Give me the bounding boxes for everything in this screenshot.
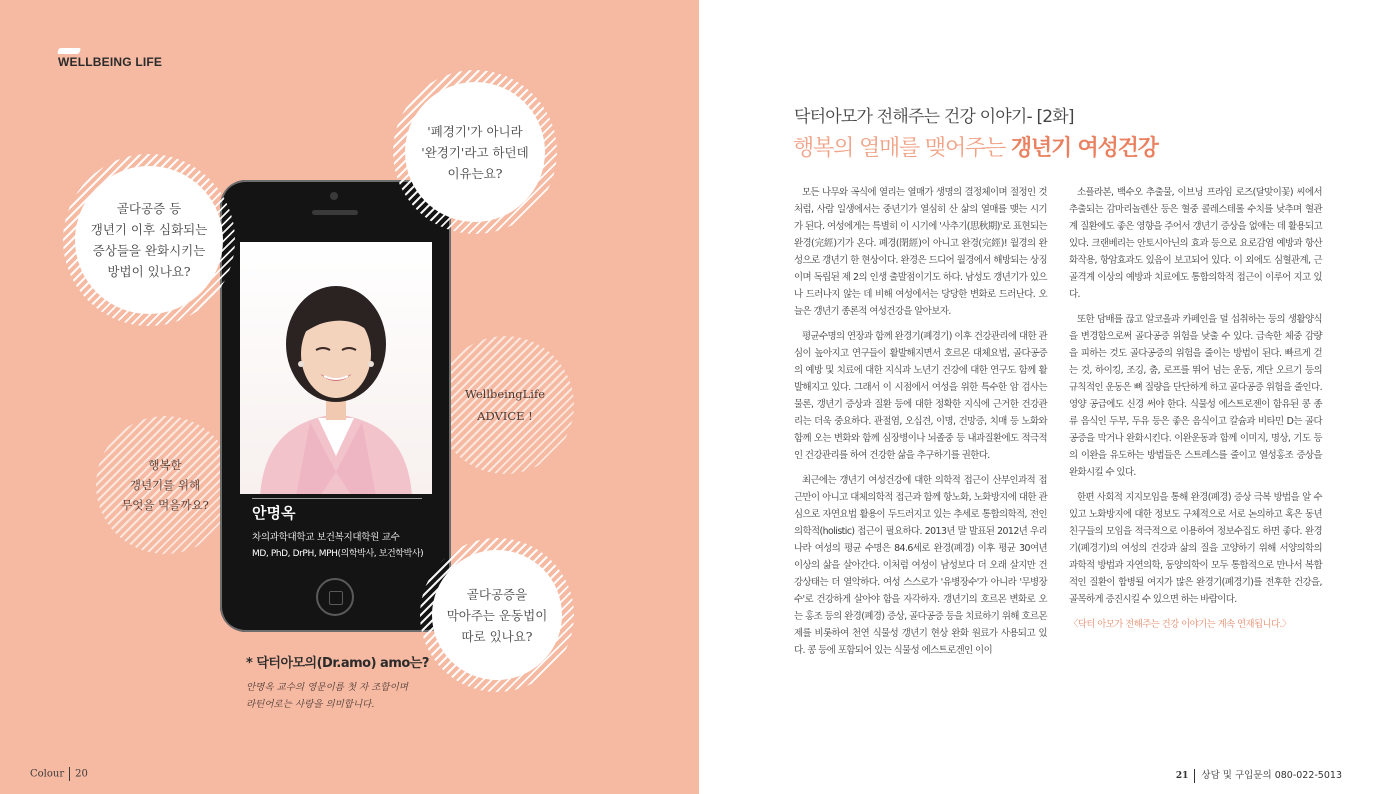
paragraph: 최근에는 갱년기 여성건강에 대한 의학적 접근이 산부인과적 접근만이 아니고 대체의학적 접근과 함께 항노화, 노화방지에 대한 관심으로 자연요법 활용이 두드러지고 있는 추세로 통합의학적, 전인의학적(holistic) 접근이 필요하다. 2013년 말 발표된 2012년 우리나라 여성의 평균 수명은 84.6세로 완경(폐경) 이후 평균 30여년 이상의 삶을 살아간다. 이처럼 여성이 남성보다 더 오래 살지만 건강상태는 더 열악하다. 여성 스스로가 '유병장수'가 아니라 '무병장수'로 건강하게 살아야 함을 자각하자. 갱년기의 호르몬 변화로 오는 홍조 등의 완경(폐경) 증상, 골다공증 등을 치료하기 위해 호르몬제를 비롯하여 천연 식물성 갱년기 현상 완화 원료가 사용되고 있다. 콩 등에 포함되어 있는 식물성 에스트로겐인 이이 [794, 475, 1047, 656]
bubble-line: 행복한 [148, 458, 182, 472]
bubble-line: 골다공증을 [466, 586, 528, 602]
page-number: 21 [1175, 771, 1189, 781]
series-continuation-note: 〈닥터 아모가 전해주는 건강 이야기는 계속 연재됩니다.〉 [1069, 619, 1291, 630]
bubble-line: 골다공증 등 [116, 201, 182, 216]
magazine-name: Colour [30, 768, 65, 780]
footer-divider [69, 767, 70, 781]
home-button-icon [316, 578, 354, 616]
footer-divider [1194, 769, 1195, 783]
bubble-line: ADVICE ! [477, 409, 533, 423]
paragraph: 모든 나무와 곡식에 열리는 열매가 생명의 결정체이며 절정인 것처럼, 사람 일생에서는 중년기가 열심히 산 삶의 열매를 맺는 시기가 된다. 여성에게는 특별히 이 시기에 '사추기(思秋期)'로 표현되는 완경(完經)기가 온다. 폐경(閉經)이 아니고 완경(完經)! 월경의 완성으로 갱년기 한 현상이다. 완경은 드디어 월경에서 해방되는 상징이며 독립된 제 2의 인생 출발점이기도 하다. 남성도 갱년기가 있으나 드러나지 않는 데 비해 여성에서는 당당한 변화로 드러난다. 오늘은 갱년기 종론적 여성건강을 알아보자. [794, 187, 1047, 317]
bubble-line: 갱년기를 위해 [129, 478, 201, 492]
bubble-line: 갱년기 이후 심화되는 [90, 222, 208, 237]
amo-note [246, 652, 456, 713]
article-headline [793, 131, 1158, 162]
bubble-line: '폐경기'가 아니라 [427, 123, 523, 139]
advice-bubble [448, 348, 562, 462]
amo-note-text [246, 679, 456, 713]
note-line: 안명옥 교수의 영문이름 첫 자 조합이며 [246, 682, 408, 693]
paragraph: 평균수명의 연장과 함께 완경기(폐경기) 이후 건강관리에 대한 관심이 높아지고 연구들이 활발해지면서 호르몬 대체요법, 골다공증의 예방 및 치료에 대한 지식과 노년기 건강에 대한 연구도 함께 활발해지고 있다. 그래서 이 시점에서 여성을 위한 특수한 암 검사는 물론, 갱년기 증상과 질환 등에 대한 정확한 지식에 근거한 건강관리는 더욱 중요하다. 관절염, 오십견, 이명, 건망증, 치매 등 노화와 함께 오는 변화와 함께 심장병이나 뇌졸중 등 내과질환에도 적극적인 건강관리를 하여 건강한 삶을 추구하기를 권한다. [794, 331, 1047, 461]
right-footer [1176, 767, 1342, 783]
bubble-line: WellbeingLife [464, 387, 546, 401]
article-column-2 [1069, 184, 1322, 641]
bubble-line: 무엇을 먹을까요? [121, 498, 209, 512]
right-page [699, 0, 1398, 794]
series-title: 닥터아모가 전해주는 건강 이야기- [2화] [794, 107, 1074, 127]
paragraph: 소플라본, 백수오 추출물, 이브닝 프라임 로즈(달맞이꽃) 씨에서 추출되는 감마리놀렌산 등은 혈중 콜레스테롤 수치를 낮추며 혈관계 질환에도 좋은 영향을 주어서 갱년기 증상을 없애는 데 활용되고 있다. 크랜베리는 안토시아닌의 효과 등으로 요로감염 예방과 항산화작용, 항암효과도 있음이 보고되어 있다. 이 외에도 심혈관계, 근 골격계 이상의 예방과 치료에도 통합의학적 접근이 이루어 지고 있다. [1069, 187, 1322, 300]
speaker-icon [312, 210, 358, 215]
bubble-line: 이유는요? [447, 165, 503, 181]
author-name: 안명옥 [252, 498, 422, 523]
question-bubble-menopause-term [405, 82, 545, 222]
amo-note-title: * 닥터아모의(Dr.amo) amo는? [246, 656, 429, 671]
brand-mark [57, 48, 81, 54]
author-degrees: MD, PhD, DrPH, MPH(의학박사, 보건학박사) [252, 549, 424, 559]
bubble-line: 증상들을 완화시키는 [92, 243, 206, 258]
page-number: 20 [75, 768, 88, 780]
author-portrait [240, 242, 432, 496]
headline-plain: 행복의 열매를 맺어주는 [793, 136, 1011, 161]
author-profile [240, 494, 432, 564]
paragraph: 한편 사회적 지지모임을 통해 완경(폐경) 증상 극복 방법을 알 수 있고 노화방지에 대한 정보도 구체적으로 서로 논의하고 혹은 동년 친구들의 모임을 적극적으로 이용하여 정보수집도 하면 좋다. 완경기(폐경기)의 여성의 건강과 삶의 질을 고양하기 위해 서양의학의 과학적 방법과 자연의학, 동양의학이 모두 통합적으로 만나서 복합적인 질환이 합병될 여지가 많은 완경기(폐경기)를 전후한 건강을, 골목하게 증진시킬 수 있으면 하는 바람이다. [1069, 492, 1322, 605]
question-bubble-symptom-relief [75, 166, 223, 314]
left-footer [30, 767, 88, 781]
question-bubble-diet [108, 428, 222, 542]
camera-icon [330, 192, 338, 200]
bubble-line: '완경기'라고 하던데 [421, 144, 529, 160]
bubble-line: 방법이 있나요? [107, 264, 191, 279]
headline-bold: 갱년기 여성건강 [1010, 136, 1158, 161]
contact-info: 상담 및 구입문의 080-022-5013 [1201, 770, 1342, 781]
bubble-line: 막아주는 운동법이 [446, 607, 548, 623]
smartphone-frame [220, 180, 451, 632]
article-column-1 [794, 184, 1047, 667]
note-line: 라틴어로는 사랑을 의미합니다. [246, 699, 375, 710]
bubble-line: 따로 있나요? [461, 628, 533, 644]
phone-screen [240, 242, 432, 564]
paragraph: 또한 담배를 끊고 알코올과 카페인을 덜 섭취하는 등의 생활양식을 변경함으로써 골다공증 위험을 낮출 수 있다. 급속한 체중 감량을 피하는 것도 골다공증의 위험을 줄이는 방법이 된다. 빠르게 걷는 것, 하이킹, 조깅, 춤, 로프를 뛰어 넘는 운동, 계단 오르기 등의 규칙적인 운동은 뼈 질량을 단단하게 하고 골다공증 위험을 줄인다. 영양 공급에도 신경 써야 한다. 식물성 에스트로젠이 함유된 콩 종류 음식인 두부, 두유 등은 좋은 음식이고 칼슘과 비타민 D는 골다공증을 막거나 완화시킨다. 이완운동과 함께 이미지, 명상, 기도 등의 이완을 유도하는 방법들은 스트레스를 줄이고 열성홍조 증상을 완화시킬 수 있다. [1069, 314, 1322, 478]
brand-title: WELLBEING LIFE [58, 55, 163, 69]
author-title: 차의과학대학교 보건복지대학원 교수 [252, 532, 400, 543]
